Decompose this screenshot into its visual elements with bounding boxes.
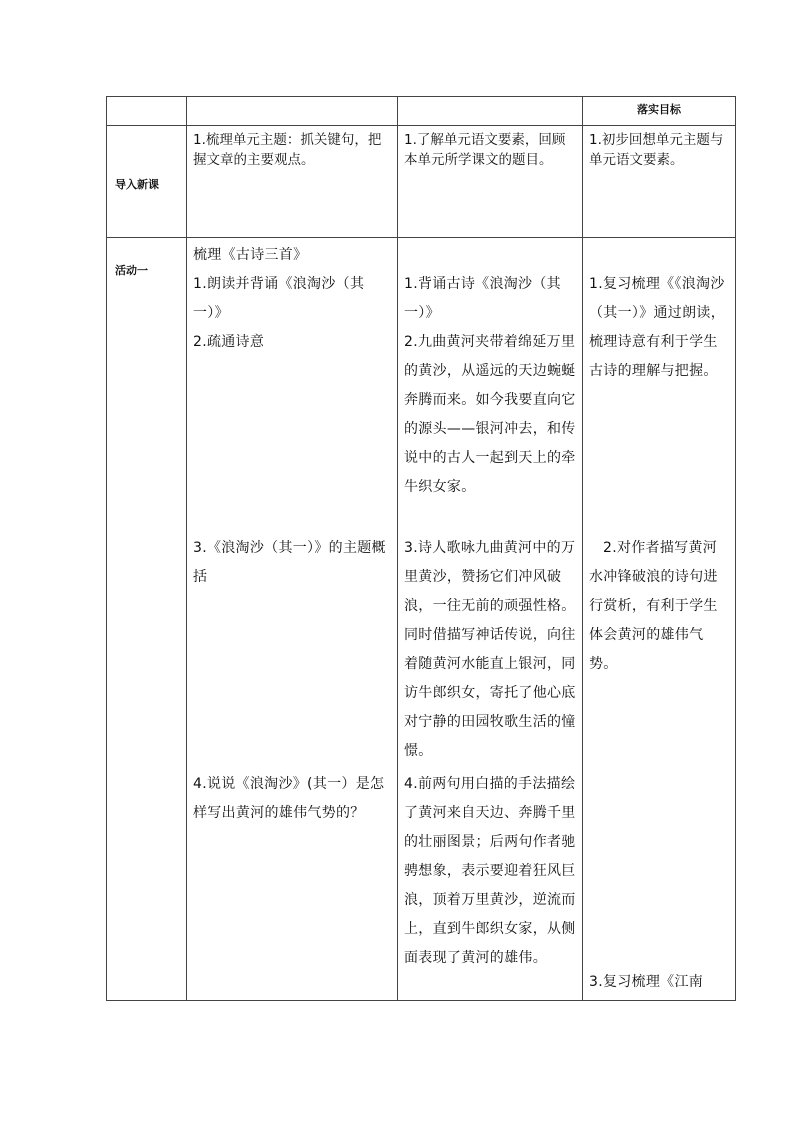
task-3: 3.《浪淘沙（其一）》的主题概括 <box>193 540 386 585</box>
answer-1: 1.背诵古诗《浪淘沙（其一）》 <box>404 276 561 321</box>
intro-goal: 1.初步回想单元主题与单元语文要素。 <box>589 132 724 168</box>
intro-row <box>107 126 736 238</box>
goal-2: 2.对作者描写黄河水冲锋破浪的诗句进行赏析，有利于学生体会黄河的雄伟气势。 <box>589 540 718 672</box>
intro-label: 导入新课 <box>115 178 159 191</box>
activity1-col2 <box>187 238 398 1001</box>
intro-col2 <box>187 126 398 238</box>
activity1-label-cell <box>107 238 187 1001</box>
activity1-col4 <box>583 238 736 1001</box>
intro-task: 1.梳理单元主题：抓关键句，把握文章的主要观点。 <box>193 132 382 168</box>
activity1-col3 <box>398 238 583 1001</box>
intro-col4 <box>583 126 736 238</box>
header-cell-goals <box>583 97 736 126</box>
task-1: 1.朗读并背诵《浪淘沙（其一）》 <box>193 276 365 321</box>
header-cell-3 <box>398 97 583 126</box>
activity1-heading: 梳理《古诗三首》 <box>193 247 308 263</box>
goal-3: 3.复习梳理《江南 <box>589 974 704 990</box>
answer-2: 2.九曲黄河夹带着绵延万里的黄沙，从遥远的天边蜿蜒奔腾而来。如今我要直向它的源头——银河冲去，和传说中的古人一起到天上的牵牛织女家。 <box>404 334 576 495</box>
activity1-row <box>107 238 736 1001</box>
task-4: 4.说说《浪淘沙》(其一）是怎样写出黄河的雄伟气势的？ <box>193 776 385 821</box>
header-row <box>107 97 736 126</box>
header-cell-2 <box>187 97 398 126</box>
answer-3: 3.诗人歌咏九曲黄河中的万里黄沙，赞扬它们冲风破浪，一往无前的顽强性格。同时借描写神话传说，向往着随黄河水能直上银河，同访牛郎织女，寄托了他心底对宁静的田园牧歌生活的憧憬。 <box>404 540 576 759</box>
intro-answer: 1.了解单元语文要素，回顾本单元所学课文的题目。 <box>404 132 566 168</box>
answer-4: 4.前两句用白描的手法描绘了黄河来自天边、奔腾千里的壮丽图景；后两句作者驰骋想象，表示要迎着狂风巨浪，顶着万里黄沙，逆流而上，直到牛郎织女家，从侧面表现了黄河的雄伟。 <box>404 776 576 966</box>
header-cell-1 <box>107 97 187 126</box>
lesson-plan-table <box>106 96 736 1001</box>
intro-label-cell <box>107 126 187 238</box>
activity1-label: 活动一 <box>115 264 148 277</box>
task-2: 2.疏通诗意 <box>193 334 265 350</box>
intro-col3 <box>398 126 583 238</box>
goal-1: 1.复习梳理《《浪淘沙（其一）》通过朗读，梳理诗意有利于学生古诗的理解与把握。 <box>589 276 725 379</box>
goals-header: 落实目标 <box>637 103 681 116</box>
